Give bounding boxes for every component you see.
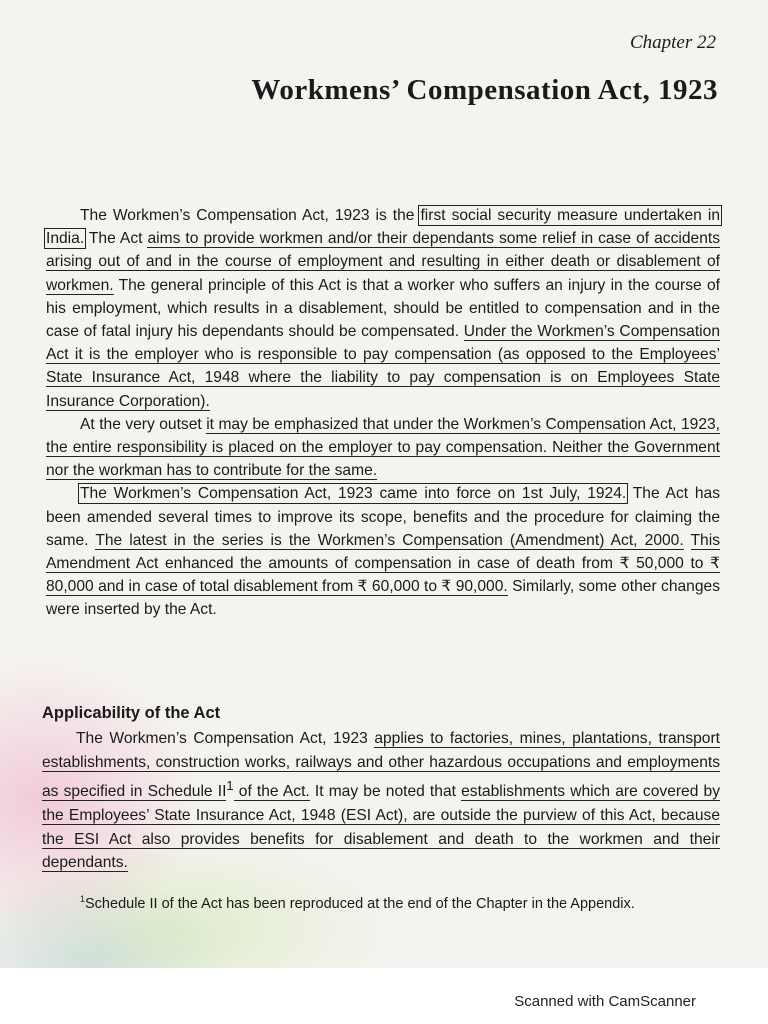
highlight-box: The Workmen’s Compensation Act, 1923 came into force on 1st July, 1924. — [80, 485, 627, 503]
text-span: The Act has been amended several times to improve its scope, benefits and the procedure for claiming the same. — [46, 485, 721, 549]
page-title: Workmens’ Compensation Act, 1923 — [251, 74, 718, 106]
underlined-text: The latest in the series is the Workmen’s Compensation (Amendment) Act, 2000. — [95, 531, 684, 549]
highlight-box: first social security measure undertaken in India. — [46, 207, 720, 248]
paragraph-2 — [46, 413, 720, 483]
text-span: The Workmen’s Compensation Act, 1923 — [76, 730, 375, 747]
underlined-text: applies to factories, mines, plantations, transport establishments, construction works, railways and other hazardous occupations and employments as specified in Schedule II — [42, 730, 720, 801]
underlined-text: it may be emphasized that under the Workmen’s Compensation Act, 1923, the entire responsibility is placed on the employer to pay compensation. Neither the Government nor the workman has to contribute for the same. — [46, 415, 720, 480]
underlined-text: This Amendment Act enhanced the amounts of compensation in case of death from ₹ 50,000 to ₹ 80,000 and in case of total disablement from ₹ 60,000 to ₹ 90,000. — [46, 531, 720, 596]
section-heading: Applicability of the Act — [42, 704, 221, 722]
paragraph-1 — [46, 204, 720, 413]
underlined-text: of the Act. — [233, 783, 310, 801]
text-span: It may be noted that — [309, 783, 462, 801]
footnote — [80, 894, 635, 912]
footnote-text: Schedule II of the Act has been reproduced at the end of the Chapter in the Appendix. — [85, 895, 635, 912]
underlined-text: aims to provide workmen and/or their dependants some relief in case of accidents arising out of and in the course of employment and resulting in either death or disablement of workmen. — [46, 230, 720, 294]
footnote-ref: 1 — [226, 778, 234, 794]
underlined-text: Under the Workmen’s Compensation Act it is the employer who is responsible to pay compensation (as opposed to the Employees’ State Insurance Act, 1948 where the liability to pay compensation is on Employees State Insurance Corporation). — [46, 323, 720, 410]
chapter-label: Chapter 22 — [629, 32, 716, 53]
scanner-watermark: Scanned with CamScanner — [514, 993, 696, 1010]
text-span: The general principle of this Act is that a worker who suffers an injury in the course of his employment, which results in a disablement, should be entitled to compensation and in the case of fatal injury his dependants should be compensated. — [46, 276, 720, 341]
text-span: The Workmen’s Compensation Act, 1923 is the — [80, 207, 421, 224]
paragraph-3 — [46, 482, 720, 621]
text-span: Similarly, some other changes were inserted by the Act. — [46, 578, 720, 619]
text-span — [684, 532, 691, 549]
intro-section — [46, 204, 720, 622]
footnote-marker: 1 — [80, 894, 86, 904]
text-span: At the very outset — [80, 415, 207, 433]
text-span: The Act — [84, 230, 148, 248]
paragraph-4 — [42, 727, 720, 875]
applicability-section — [42, 727, 720, 875]
underlined-text: establishments which are covered by the Employees’ State Insurance Act, 1948 (ESI Act), are outside the purview of this Act, because the ESI Act also provides benefits for disablement and death to the workmen and their dependants. — [42, 783, 721, 872]
